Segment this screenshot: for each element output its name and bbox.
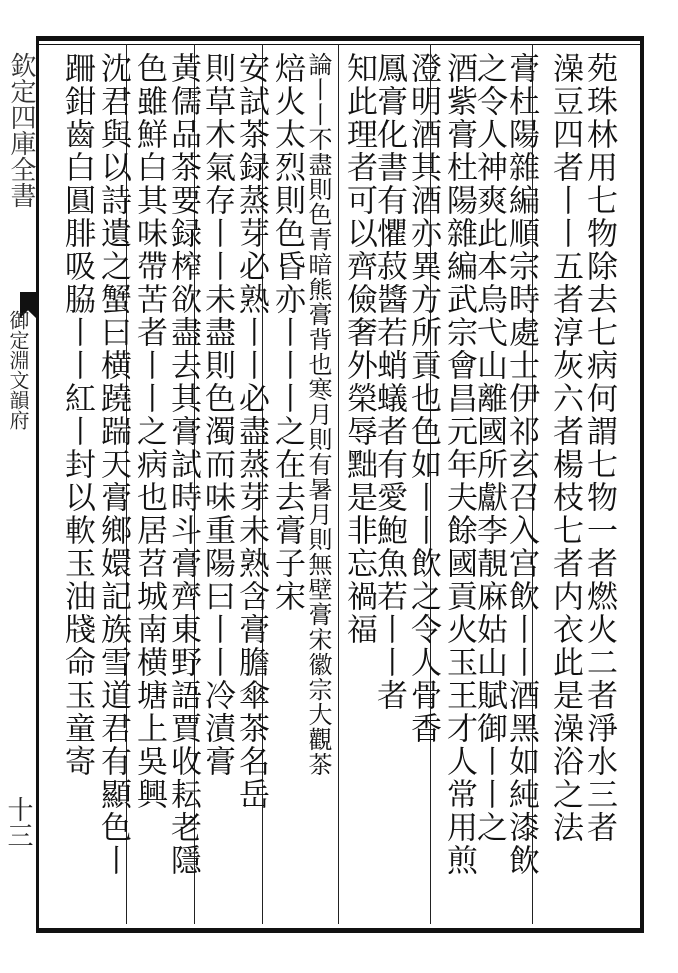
text-column-3: 膏杜陽雜編順宗時處士伊祁玄召入宫飲丨丨酒黑如純漆飲 <box>503 52 539 877</box>
text-column-10: 焙火太烈則色昏亦丨丨丨之在去膏子宋 <box>269 52 305 613</box>
right-border <box>640 36 644 933</box>
text-column-1: 苑珠林用七物除去七病何謂七物一者燃火二者淨水三者 <box>581 52 617 844</box>
margin-book-title: 欽定四庫全書 <box>6 52 36 208</box>
text-column-2: 澡豆四者丨丨五者淳灰六者楊枝七者内衣此是澡浴之法 <box>547 52 583 844</box>
text-column-4: 之令人神爽此本烏弋山離國所獻李靚麻姑山賦御丨丨之 <box>471 52 507 844</box>
top-border-inner <box>36 44 644 45</box>
text-column-12: 則草木氣存丨丨未盡則色濁而味重陽曰丨丨冷漬膏 <box>199 52 235 778</box>
margin-section-title: 御定淵文韻府 <box>6 310 30 430</box>
text-column-11: 安試茶録蒸芽必熟丨丨必盡蒸芽未熟含膏膽傘茶名岳 <box>233 52 269 811</box>
text-column-13: 黃儒品茶要録榨欲盡去其膏試時斗膏齊東野語賈收耘老隱 <box>165 52 201 877</box>
text-column-6: 澄明酒其酒亦異方所貢也色如丨丨飲之令人骨香 <box>405 52 441 745</box>
text-column-14: 色雖鮮白其味帶苦者丨丨之病也居苕城南横塘上吳興 <box>131 52 167 811</box>
text-column-15: 沈君與以詩遺之蟹曰横蹺踹天膏鄉嬛記族雪道君有顯色丨 <box>95 52 131 877</box>
top-border <box>36 36 644 41</box>
text-column-8: 知此理者可以齊儉奢外榮辱黜是非忘禍福 <box>341 52 377 646</box>
text-column-7: 鳳膏化書有懼菽醬若蛸蟻者有愛鮑魚若丨丨者 <box>371 52 407 712</box>
column-divider <box>338 44 339 924</box>
bottom-border <box>36 928 644 933</box>
text-column-9: 論丨丨不盡則色青暗熊膏背也寒月則有暑月則無壁膏宋徽宗大觀茶 <box>304 52 332 777</box>
text-column-5: 酒紫膏杜陽雜編武宗會昌元年夫餘國貢火玉王才人常用煎 <box>441 52 477 877</box>
folio-number: 十三 <box>3 796 33 848</box>
text-column-16: 跚鉗齒白圓腓吸脇丨丨紅丨封以軟玉油牋命玉童寄 <box>59 52 95 778</box>
